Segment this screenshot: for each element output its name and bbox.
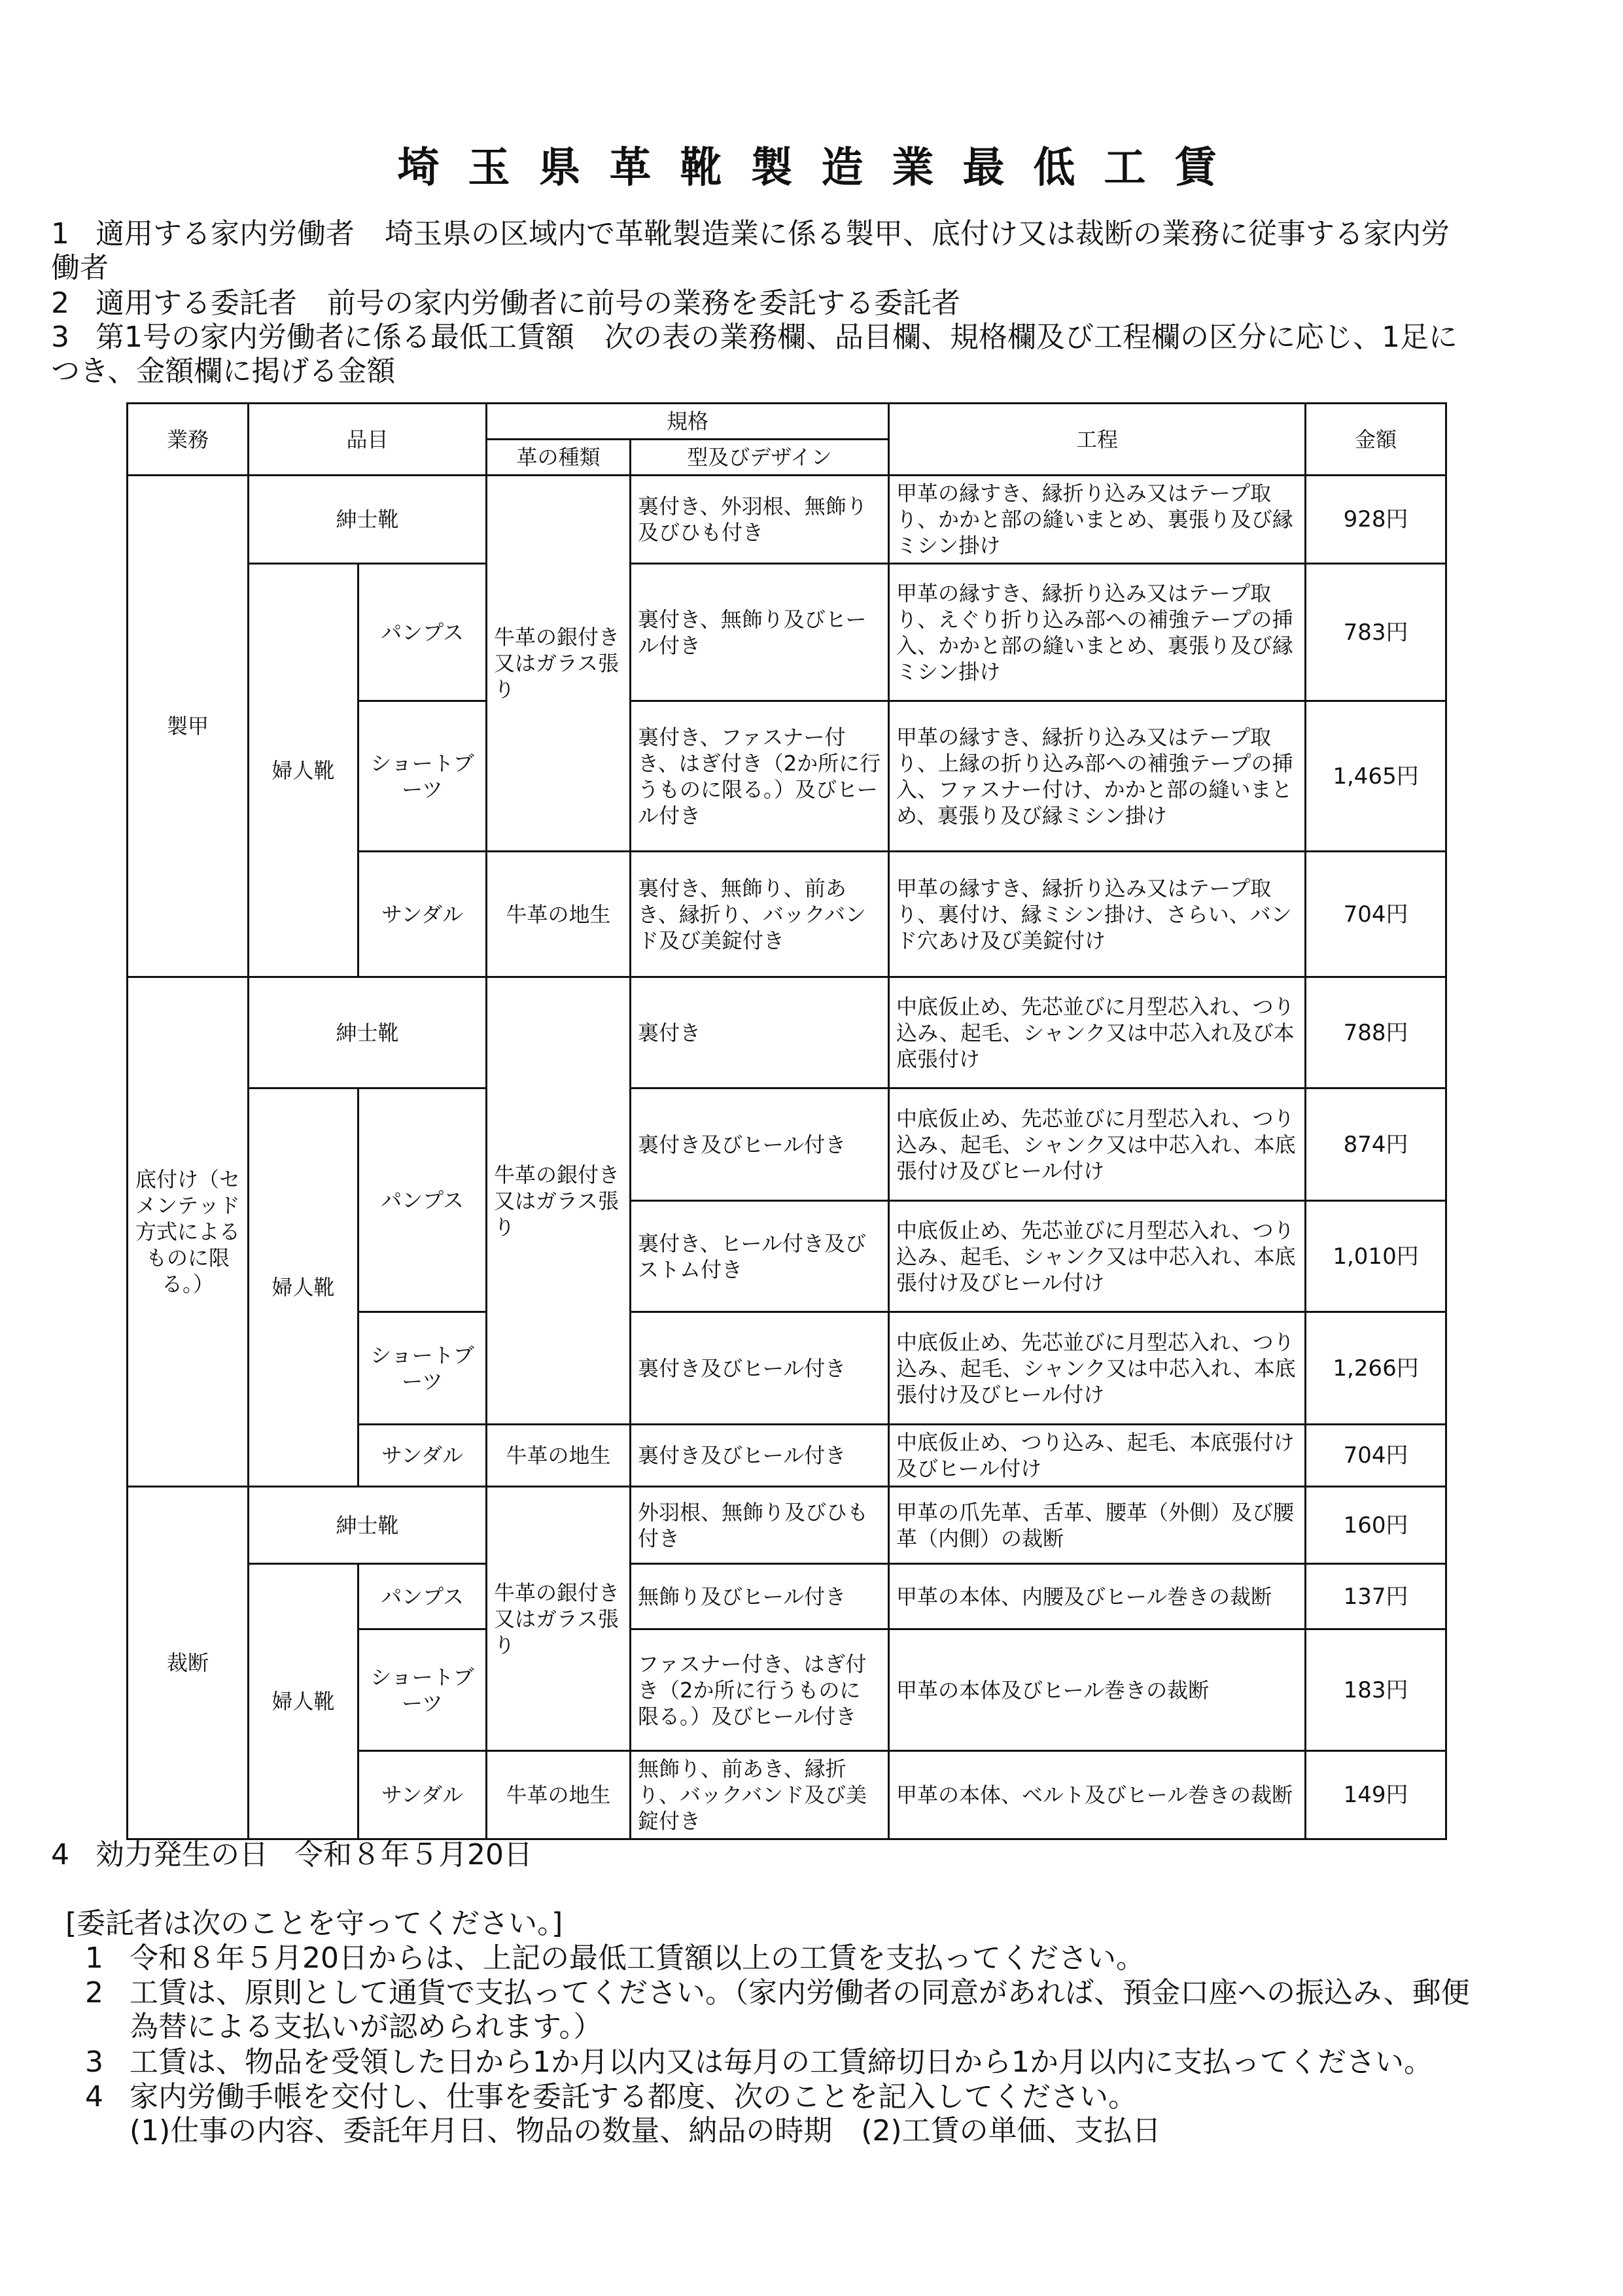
subitem-cell: ショートブーツ [358,1629,487,1751]
subitem-cell: サンダル [358,1751,487,1839]
section-number: 1 [51,217,69,251]
notice-item-2 [85,1976,1557,2044]
subitem-cell: パンプス [358,564,487,701]
design-cell: 外羽根、無飾り及びひも付き [631,1487,889,1564]
process-cell: 中底仮止め、先芯並びに月型芯入れ、つり込み、起毛、シャンク又は中芯入れ及び本底張付け [889,977,1306,1088]
amount-cell: 874円 [1306,1088,1446,1201]
section-heading: 適用する委託者 [96,287,297,320]
subitem-cell: パンプス [358,1088,487,1312]
section-heading: 第1号の家内労働者に係る最低工賃額 [96,321,574,354]
process-cell: 中底仮止め、先芯並びに月型芯入れ、つり込み、起毛、シャンク又は中芯入れ、本底張付け及びヒール付け [889,1088,1306,1201]
business-cell: 製甲 [128,476,249,977]
amount-cell: 137円 [1306,1564,1446,1629]
wage-table [126,402,1447,1840]
section-number: 2 [51,287,69,320]
amount-cell: 704円 [1306,1425,1446,1487]
amount-cell: 183円 [1306,1629,1446,1751]
process-cell: 中底仮止め、つり込み、起毛、本底張付け及びヒール付け [889,1425,1306,1487]
notice-text: 家内労働手帳を交付し、仕事を委託する都度、次のことを記入してください。 [130,2080,1137,2113]
notice-text: 工賃は、物品を受領した日から1か月以内又は毎月の工賃締切日から1か月以内に支払ってください。 [130,2045,1433,2079]
item-cell-mens: 紳士靴 [249,977,487,1088]
table-header-row [128,404,1446,440]
header-spec: 規格 [487,404,889,440]
notice-text-cont: 為替による支払いが認められます。） [130,2010,602,2044]
amount-cell: 1,266円 [1306,1312,1446,1425]
notice-text: 令和８年５月20日からは、上記の最低工賃額以上の工賃を支払ってください。 [130,1941,1145,1975]
process-cell: 甲革の爪先革、舌革、腰革（外側）及び腰革（内側）の裁断 [889,1487,1306,1564]
process-cell: 甲革の本体及びヒール巻きの裁断 [889,1629,1306,1751]
section-number: 4 [51,1838,69,1871]
amount-cell: 1,010円 [1306,1201,1446,1312]
design-cell: 裏付き [631,977,889,1088]
table-row [128,1564,1446,1629]
design-cell: 裏付き、無飾り及びヒール付き [631,564,889,701]
business-cell: 裁断 [128,1487,249,1839]
process-cell: 甲革の縁すき、縁折り込み又はテープ取り、えぐり折り込み部への補強テープの挿入、かかと部の縫いまとめ、裏張り及び縁ミシン掛け [889,564,1306,701]
design-cell: 裏付き及びヒール付き [631,1425,889,1487]
amount-cell: 160円 [1306,1487,1446,1564]
notice-text-cont: (1)仕事の内容、委託年月日、物品の数量、納品の時期 (2)工賃の単価、支払日 [130,2114,1161,2148]
amount-cell: 783円 [1306,564,1446,701]
leather-cell: 牛革の銀付き又はガラス張り [487,977,631,1425]
amount-cell: 1,465円 [1306,701,1446,852]
header-leather-type: 革の種類 [487,440,631,476]
notice-number: 1 [85,1941,103,1975]
process-cell: 甲革の縁すき、縁折り込み又はテープ取り、裏付け、縁ミシン掛け、さらい、バンド穴あけ及び美錠付け [889,852,1306,977]
section-1 [51,217,1556,285]
process-cell: 甲革の縁すき、縁折り込み又はテープ取り、かかと部の縫いまとめ、裏張り及び縁ミシン掛け [889,476,1306,564]
process-cell: 中底仮止め、先芯並びに月型芯入れ、つり込み、起毛、シャンク又は中芯入れ、本底張付け及びヒール付け [889,1312,1306,1425]
design-cell: 裏付き、ヒール付き及びストム付き [631,1201,889,1312]
subitem-cell: サンダル [358,1425,487,1487]
item-cell-womens: 婦人靴 [249,1088,358,1487]
design-cell: ファスナー付き、はぎ付き（2か所に行うものに限る。）及びヒール付き [631,1629,889,1751]
amount-cell: 704円 [1306,852,1446,977]
notice-item-4 [85,2080,1557,2148]
notice-item-1 [85,1941,1557,1975]
item-cell-womens: 婦人靴 [249,564,358,977]
subitem-cell: ショートブーツ [358,701,487,852]
amount-cell: 149円 [1306,1751,1446,1839]
notice-number: 2 [85,1976,103,2009]
table-row [128,1088,1446,1201]
effective-label: 効力発生の日 [96,1838,268,1871]
leather-cell: 牛革の地生 [487,852,631,977]
process-cell: 甲革の本体、内腰及びヒール巻きの裁断 [889,1564,1306,1629]
subitem-cell: パンプス [358,1564,487,1629]
subitem-cell: サンダル [358,852,487,977]
section-heading: 適用する家内労働者 [96,217,355,251]
design-cell: 裏付き、外羽根、無飾り及びひも付き [631,476,889,564]
effective-date-value: 令和８年５月20日 [294,1838,532,1871]
item-cell-mens: 紳士靴 [249,1487,487,1564]
item-cell-mens: 紳士靴 [249,476,487,564]
header-process: 工程 [889,404,1306,476]
design-cell: 無飾り、前あき、縁折り、バックバンド及び美錠付き [631,1751,889,1839]
business-cell: 底付け（セメンテッド方式によるものに限る。） [128,977,249,1487]
leather-cell: 牛革の地生 [487,1751,631,1839]
notice-item-3 [85,2045,1557,2079]
header-design: 型及びデザイン [631,440,889,476]
table-row [128,1487,1446,1564]
effective-date [51,1838,532,1872]
section-number: 3 [51,321,69,354]
table-row [128,564,1446,701]
subitem-cell: ショートブーツ [358,1312,487,1425]
header-item: 品目 [249,404,487,476]
process-cell: 中底仮止め、先芯並びに月型芯入れ、つり込み、起毛、シャンク又は中芯入れ、本底張付け及びヒール付け [889,1201,1306,1312]
table-row [128,476,1446,564]
section-body-cont: 働者 [51,251,109,285]
section-body: 前号の家内労働者に前号の業務を委託する委託者 [327,287,960,320]
header-amount: 金額 [1306,404,1446,476]
leather-cell: 牛革の銀付き又はガラス張り [487,1487,631,1751]
item-cell-womens: 婦人靴 [249,1564,358,1839]
section-body-cont: つき、金額欄に掲げる金額 [51,355,396,388]
notice-number: 4 [85,2080,103,2113]
notice-text: 工賃は、原則として通貨で支払ってください。（家内労働者の同意があれば、預金口座への振込み、郵便 [130,1976,1470,2009]
section-body: 埼玉県の区域内で革靴製造業に係る製甲、底付け又は裁断の業務に従事する家内労 [385,217,1450,251]
table-row [128,977,1446,1088]
design-cell: 裏付き及びヒール付き [631,1312,889,1425]
header-business: 業務 [128,404,249,476]
design-cell: 裏付き、ファスナー付き、はぎ付き（2か所に行うものに限る。）及びヒール付き [631,701,889,852]
process-cell: 甲革の本体、ベルト及びヒール巻きの裁断 [889,1751,1306,1839]
document-title: 埼玉県革靴製造業最低工賃 [397,144,1246,192]
leather-cell: 牛革の地生 [487,1425,631,1487]
amount-cell: 928円 [1306,476,1446,564]
notice-number: 3 [85,2045,103,2079]
section-body: 次の表の業務欄、品目欄、規格欄及び工程欄の区分に応じ、1足に [604,321,1457,354]
design-cell: 裏付き、無飾り、前あき、縁折り、バックバンド及び美錠付き [631,852,889,977]
design-cell: 無飾り及びヒール付き [631,1564,889,1629]
section-2 [51,287,1556,321]
amount-cell: 788円 [1306,977,1446,1088]
section-3 [51,321,1556,389]
process-cell: 甲革の縁すき、縁折り込み又はテープ取り、上縁の折り込み部への補強テープの挿入、ファスナー付け、かかと部の縫いまとめ、裏張り及び縁ミシン掛け [889,701,1306,852]
notice-heading: [委託者は次のことを守ってください。] [65,1907,563,1940]
leather-cell: 牛革の銀付き又はガラス張り [487,476,631,852]
design-cell: 裏付き及びヒール付き [631,1088,889,1201]
